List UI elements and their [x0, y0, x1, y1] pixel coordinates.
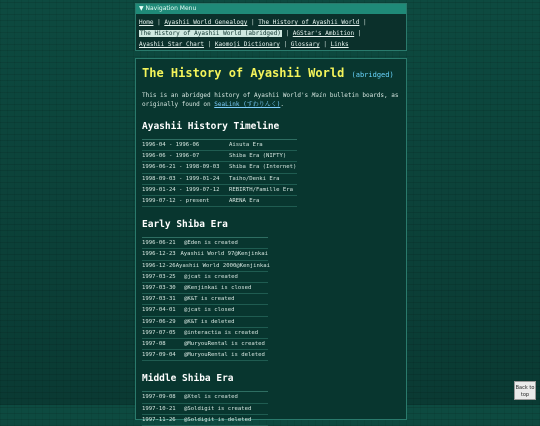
table-row	[142, 249, 268, 260]
navigation-links	[136, 14, 406, 50]
nav-separator: |	[285, 30, 293, 37]
row-event: @Xtel is created	[184, 394, 238, 401]
table-row	[142, 196, 297, 207]
row-date: 1996-06-21 - 1998-09-03	[142, 164, 220, 171]
intro-main-emphasis: Main	[311, 92, 327, 99]
nav-link-history-abridged[interactable]: The History of Ayashii World (abridged)	[140, 30, 281, 37]
content-body	[136, 59, 406, 426]
intro-text-1: This is an abridged history of Ayashii World's	[142, 92, 312, 99]
table-row	[142, 174, 297, 185]
row-event: @interactia is created	[184, 329, 259, 336]
section-heading-middle-shiba: Middle Shiba Era	[142, 373, 234, 385]
nav-link-genealogy[interactable]: Ayashii World Genealogy	[164, 19, 248, 26]
row-date: 1997-09-08	[142, 394, 176, 401]
table-row	[142, 392, 268, 403]
table-row	[142, 238, 268, 249]
row-event: @Soldigit is deleted	[184, 416, 252, 423]
nav-separator: |	[157, 19, 165, 26]
row-event: @MuryouRental is created	[184, 341, 265, 348]
row-date: 1997-09-04	[142, 352, 176, 359]
row-event: Ayashii World 97@Kenjinkai	[180, 251, 268, 258]
table-row	[142, 305, 268, 316]
row-event: @Kenjinkai is closed	[184, 285, 252, 292]
row-event: @Eden is created	[184, 240, 238, 247]
row-date: 1998-09-03 - 1999-01-24	[142, 175, 220, 182]
nav-separator: |	[207, 41, 215, 48]
table-row	[142, 328, 268, 339]
early-shiba-table	[142, 237, 268, 361]
table-row	[142, 272, 268, 283]
row-date: 1997-11-26	[142, 416, 176, 423]
table-row	[142, 162, 297, 173]
table-row	[142, 140, 297, 151]
row-date: 1997-10-21	[142, 405, 176, 412]
row-event: Taiho/Denki Era	[229, 175, 280, 182]
nav-separator: |	[283, 41, 291, 48]
intro-paragraph	[142, 91, 400, 109]
page-title-text: The History of Ayashii World	[142, 66, 345, 80]
content-panel	[135, 58, 407, 423]
row-event: Ayashii World 2000@Kenjinkai	[175, 262, 270, 269]
table-row	[142, 283, 268, 294]
row-date: 1997-03-31	[142, 296, 176, 303]
row-event: ARENA Era	[229, 198, 260, 205]
nav-link-links[interactable]: Links	[330, 41, 349, 48]
row-event: @Soldigit is created	[184, 405, 252, 412]
row-date: 1997-07-05	[142, 329, 176, 336]
table-row	[142, 339, 268, 350]
intro-text-2: bulletin boards, as originally found on	[142, 92, 399, 108]
nav-link-history[interactable]: The History of Ayashii World	[258, 19, 360, 26]
back-to-top-button[interactable]: Back to top	[514, 381, 536, 400]
table-row	[142, 185, 297, 196]
page-title	[142, 65, 400, 83]
table-row	[142, 151, 297, 162]
nav-link-glossary[interactable]: Glossary	[290, 41, 320, 48]
row-date: 1997-03-30	[142, 285, 176, 292]
row-event: @MuryouRental is deleted	[184, 352, 265, 359]
row-event: @jcat is created	[184, 273, 238, 280]
nav-separator: |	[251, 19, 259, 26]
section-heading-early-shiba: Early Shiba Era	[142, 219, 228, 231]
navigation-menu	[135, 3, 407, 51]
table-row	[142, 404, 268, 415]
row-event: Shiba Era (Internet)	[229, 164, 297, 171]
table-row	[142, 317, 268, 328]
nav-link-agstar[interactable]: AGStar's Ambition	[292, 30, 355, 37]
middle-shiba-table	[142, 391, 268, 426]
row-date: 1999-01-24 - 1999-07-12	[142, 186, 220, 193]
row-event: @K&T is deleted	[184, 318, 235, 325]
row-date: 1999-07-12 - present	[142, 198, 210, 205]
row-date: 1996-06 - 1996-07	[142, 153, 200, 160]
section-heading-timeline: Ayashii History Timeline	[142, 121, 280, 132]
row-date: 1997-06-29	[142, 318, 176, 325]
row-date: 1997-03-25	[142, 273, 176, 280]
sealink-link[interactable]: SeaLink (すわりんく)	[214, 101, 281, 108]
timeline-table	[142, 139, 297, 207]
nav-separator: |	[323, 41, 331, 48]
nav-link-kaomoji[interactable]: Kaomoji Dictionary	[214, 41, 280, 48]
row-event: @jcat is closed	[184, 307, 235, 314]
row-event: @K&T is created	[184, 296, 235, 303]
row-event: Aisuta Era	[229, 142, 263, 148]
row-event: REBIRTH/Famille Era	[229, 186, 293, 193]
row-date: 1996-06-21	[142, 240, 176, 247]
row-event: Shiba Era (NIFTY)	[229, 153, 287, 160]
row-date: 1996-12-26	[142, 262, 176, 269]
nav-link-star-chart[interactable]: Ayashii Star Chart	[139, 41, 205, 48]
nav-separator: |	[363, 19, 367, 26]
nav-link-home[interactable]: Home	[139, 19, 154, 26]
intro-text-3: .	[280, 101, 284, 108]
page-title-suffix: (abridged)	[351, 71, 394, 79]
navigation-menu-header[interactable]: ▼ Navigation Menu	[136, 4, 406, 14]
table-row	[142, 350, 268, 361]
nav-separator: |	[357, 30, 362, 37]
table-row	[142, 415, 268, 426]
table-row	[142, 294, 268, 305]
row-date: 1996-04 - 1996-06	[142, 142, 200, 148]
row-date: 1996-12-23	[142, 251, 176, 258]
row-date: 1997-04-01	[142, 307, 176, 314]
row-date: 1997-08	[142, 341, 166, 348]
table-row	[142, 261, 268, 272]
